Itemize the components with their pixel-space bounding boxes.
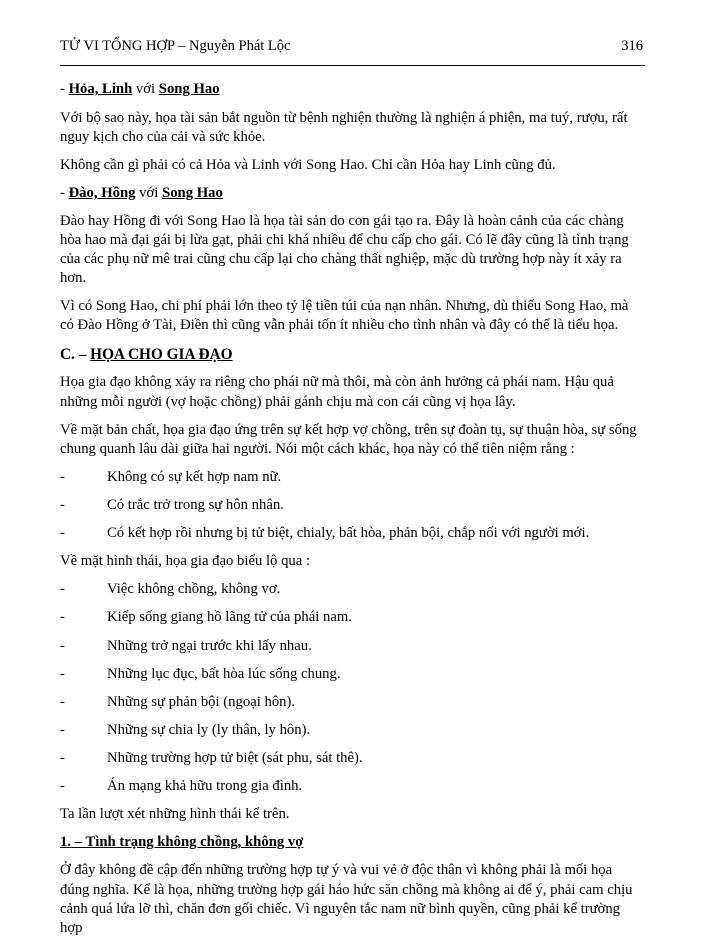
list-item (60, 749, 645, 768)
list-item-text: Những lục đục, bất hòa lúc sống chung. (107, 665, 341, 682)
list-marker: - (60, 750, 65, 766)
list-marker: - (60, 665, 65, 682)
paragraph-3: Đào hay Hồng đi với Song Hao là họa tài sản do con gái tạo ra. Đây là hoàn cảnh của các chàng hòa hao mà đại gái bị lừa gạt, phải chi khá nhiều để chu cấp cho gái. Có lẽ đây cũng là tình trạng của các phụ nữ mê trai cũng chu cấp lại cho chàng thất nghiệp, mặc dù trường hợp này ít xảy ra hơn. (60, 212, 629, 287)
subsection-connector-2: với (135, 184, 163, 201)
list-item (60, 721, 645, 740)
list-item-text: Những sự phản bội (ngoại hôn). (107, 693, 296, 710)
header-title: TỬ VI TỔNG HỢP – Nguyễn Phát Lộc (60, 38, 291, 54)
subsection-heading-1-text: 1. – Tình trạng không chồng, không vợ (60, 834, 304, 851)
list-marker: - (60, 581, 65, 598)
subsection-heading-1 (60, 833, 645, 852)
subsection-term-3: Đào, Hồng (68, 184, 136, 201)
list-item (60, 608, 645, 627)
list-item-text: Có kết hợp rồi nhưng bị tử biệt, chialy, bất hòa, phản bội, chắp nối với người mới. (107, 525, 590, 542)
list-item-text: Có trắc trở trong sự hôn nhân. (107, 497, 284, 514)
header-divider (60, 65, 645, 66)
list-item-text: Án mạng khả hữu trong gia đình. (107, 778, 303, 795)
paragraph-9: Ở đây không đề cập đến những trường hợp tự ý và vui vẻ ở độc thân vì không phải là mối họa đúng nghĩa. Kể là họa, những trường hợp gái háo hức săn chồng mà không ai để ý, phải cam chịu cảnh quá lứa lỡ thì, chăn đơn gối chiếc. Vì nguyên tắc nam nữ bình quyền, cũng phải kể trường hợp (60, 862, 633, 936)
list-marker: - (60, 525, 65, 542)
subsection-dao-hong (60, 184, 645, 203)
subsection-prefix: - (60, 81, 69, 98)
list-item-text: Những trường hợp tử biệt (sát phu, sát thê). (107, 750, 363, 766)
list-item-text: Không có sự kết hợp nam nữ. (107, 468, 282, 485)
list-item-text: Kiếp sống giang hồ lãng tử của phái nam. (107, 609, 352, 626)
list-item (60, 665, 645, 684)
section-title: HỌA CHO GIA ĐẠO (90, 345, 233, 363)
list-item-text: Những trở ngại trước khi lấy nhau. (107, 637, 312, 654)
list-marker: - (60, 609, 65, 626)
subsection-hoa-linh (60, 80, 645, 99)
list-marker: - (60, 693, 65, 710)
paragraph-4: Vì có Song Hao, chi phí phải lớn theo tỷ lệ tiền túi của nạn nhân. Nhưng, dù thiếu Song Hao, mà có Đào Hồng ở Tài, Điền thì cũng vẫn phải tốn ít nhiều cho tình nhân và đây có thể là tiểu họa. (60, 298, 629, 334)
subsection-term-1: Hỏa, Linh (68, 81, 133, 98)
section-heading-c (60, 345, 645, 365)
section-label: C. – (60, 345, 91, 363)
list-marker: - (60, 497, 65, 514)
subsection-connector: với (132, 81, 159, 98)
paragraph-2: Không cần gì phải có cả Hỏa và Linh với Song Hao. Chỉ cần Hỏa hay Linh cũng đủ. (60, 156, 556, 173)
list-item-text: Việc không chồng, không vơ. (107, 581, 281, 598)
paragraph-7: Về mặt hình thái, họa gia đạo biểu lộ qua : (60, 553, 311, 570)
list-item-text: Những sự chia ly (ly thân, ly hôn). (107, 721, 311, 738)
list-marker: - (60, 468, 65, 485)
list-item (60, 637, 645, 656)
paragraph-8: Ta lần lượt xét những hình thái kể trên. (60, 806, 290, 823)
list-item (60, 524, 645, 543)
paragraph-1: Với bộ sao này, họa tài sản bắt nguồn từ bệnh nghiện thường là nghiện á phiện, ma tuý, rượu, rất nguy kịch cho của cải và sức khỏe. (60, 109, 628, 145)
list-item (60, 468, 645, 487)
list-marker: - (60, 637, 65, 654)
paragraph-5: Họa gia đạo không xảy ra riêng cho phái nữ mà thôi, mà còn ảnh hưởng cả phái nam. Hậu quả những mỗi người (vợ hoặc chồng) phải gánh chịu mà con cái cũng vị họa lây. (60, 374, 614, 410)
header-page-number: 316 (621, 38, 643, 54)
list-item (60, 580, 645, 599)
list-marker: - (60, 778, 65, 795)
subsection-prefix-2: - (60, 184, 69, 201)
list-item (60, 693, 645, 712)
subsection-term-2: Song Hao (158, 81, 220, 98)
paragraph-6: Về mặt bản chất, họa gia đạo ứng trên sự kết hợp vợ chồng, trên sự đoàn tụ, sự thuận hòa, sự sống chung quanh lâu dài giữa hai người. Nói một cách khác, họa này có thể tiên niệm rằng : (60, 421, 637, 457)
list-item (60, 777, 645, 796)
list-item (60, 496, 645, 515)
list-marker: - (60, 721, 65, 738)
page-header (60, 38, 645, 55)
subsection-term-4: Song Hao (162, 184, 223, 201)
